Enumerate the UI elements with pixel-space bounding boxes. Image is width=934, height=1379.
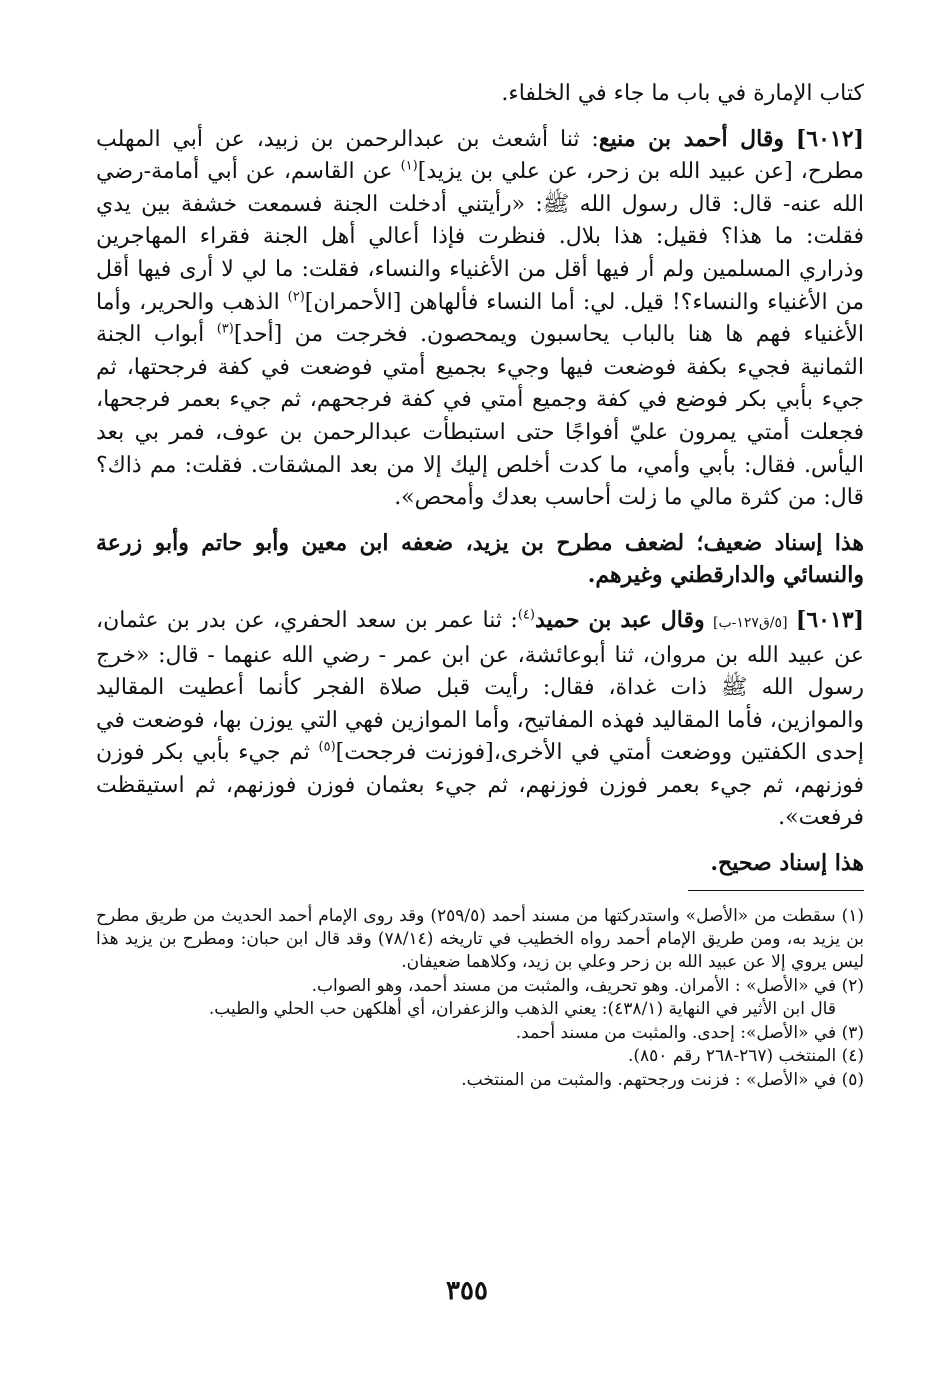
- narrator: وقال عبد بن حميد: [534, 606, 705, 633]
- hadith-text: الذهب والحرير، وأما الأغنياء فهم ها هنا بالباب يحاسبون ويمحصون. فخرجت من [أحد]: [96, 289, 864, 348]
- manuscript-ref: [٥/ق١٢٧-ب]: [713, 614, 788, 631]
- hadith-number: [٦٠١٣]: [795, 606, 865, 633]
- footnote-marker: (٣): [216, 321, 234, 337]
- footnote: (٣) في «الأصل»: إحدى. والمثبت من مسند أحمد.: [515, 1022, 864, 1043]
- header-line: كتاب الإمارة في باب ما جاء في الخلفاء.: [501, 81, 864, 106]
- footnote: قال ابن الأثير في النهاية (٤٣٨/١): يعني الذهب والزعفران، أي أهلكهن حب الحلي والطيب.: [208, 999, 836, 1020]
- hadith-number: [٦٠١٢]: [795, 125, 864, 152]
- hadith-6012: [96, 123, 864, 515]
- footnote: (٥) في «الأصل» : فزنت ورجحتهم. والمثبت من المنتخب.: [461, 1069, 864, 1090]
- footnote: (٤) المنتخب (٢٦٧-٢٦٨ رقم ٨٥٠).: [628, 1046, 864, 1067]
- footnote: (٢) في «الأصل» : الأمران. وهو تحريف، والمثبت من مسند أحمد، وهو الصواب.: [311, 975, 864, 996]
- hadith-text: : ثنا أشعث بن عبدالرحمن بن زبيد، عن أبي المهلب مطرح، [عن عبيد الله بن زحر، عن علي بن يزيد]: [96, 126, 864, 185]
- grading-6012: هذا إسناد ضعيف؛ لضعف مطرح بن يزيد، ضعفه ابن معين وأبو حاتم وأبو زرعة والنسائي والدارقطني وغيرهم.: [96, 529, 864, 589]
- footnote-separator: [688, 890, 864, 891]
- hadith-text: : ثنا عمر بن سعد الحفري، عن بدر بن عثمان، عن عبيد الله بن مروان، ثنا أبوعائشة، عن ابن عمر - رضي الله عنهما - قال: «خرج رسول الله ﷺ ذات غداة، فقال: رأيت قبل صلاة الفجر كأنما أعطيت المقاليد والموازين، فأما المقاليد فهذه المفاتيح، وأما الموازين فهي التي يوزن بها، فوضعت في إحدى الكفتين ووضعت أمتي في الأخرى،[فوزنت فرجحت]: [96, 607, 864, 766]
- page-number: ٣٥٥: [446, 1276, 488, 1306]
- hadith-text: ثم جيء بأبي بكر فوزن فوزنهم، ثم جيء بعمر فوزن فوزنهم، ثم جيء بعثمان فوزن فوزنهم، ثم استيقظت فرفعت».: [96, 740, 864, 831]
- footnotes: [96, 905, 864, 1092]
- narrator: وقال أحمد بن منيع: [598, 125, 784, 152]
- hadith-text: عن القاسم، عن أبي أمامة-رضي الله عنه- قال: قال رسول الله ﷺ: «رأيتني أدخلت الجنة فسمعت خشفة بين يدي فقلت: ما هذا؟ فقيل: هذا بلال. فنظرت فإذا أعالي أهل الجنة فقراء المهاجرين وذراري المسلمين ولم أر فيها أقل من الأغنياء والنساء، فقلت: ما لي لا أرى فيها أقل من الأغنياء والنساء؟! قيل. لي: أما النساء فألهاهن [الأحمران]: [96, 159, 864, 315]
- footnote: (١) سقطت من «الأصل» واستدركتها من مسند أحمد (٢٥٩/٥) وقد روى الإمام أحمد الحديث من طريق مطرح بن يزيد به، ومن طريق الإمام أحمد رواه الخطيب في تاريخه (٧٨/١٤) وقد قال ابن حبان: ومطرح بن يزيد هذا ليس يروي إلا عن عبيد الله بن زحر وعلي بن زيد، وكلاهما ضعيفان.: [96, 905, 865, 973]
- grading-6013: هذا إسناد صحيح.: [710, 850, 864, 877]
- hadith-text: أبواب الجنة الثمانية فجيء بكفة فوضعت فيها وجيء بجميع أمتي فوضعت في كفة فرجحتها، ثم جيء بأبي بكر فوضع في كفة وجميع أمتي في كفة فرجحهم، ثم جيء بعمر فرجحها، فجعلت أمتي يمرون عليّ أفواجًا حتى استبطأت عبدالرحمن بن عوف، فمر بي بعد اليأس. فقال: بأبي وأمي، ما كدت أخلص إليك إلا من بعد المشقات. فقلت: مم ذاك؟قال: من كثرة مالي ما زلت أحاسب بعدك وأمحص».: [96, 322, 864, 511]
- hadith-6013: [96, 604, 864, 835]
- footnote-marker: (٤): [517, 607, 535, 623]
- footnote-marker: (٢): [287, 289, 305, 305]
- footnote-marker: (٥): [318, 739, 336, 755]
- footnote-marker: (١): [400, 158, 418, 174]
